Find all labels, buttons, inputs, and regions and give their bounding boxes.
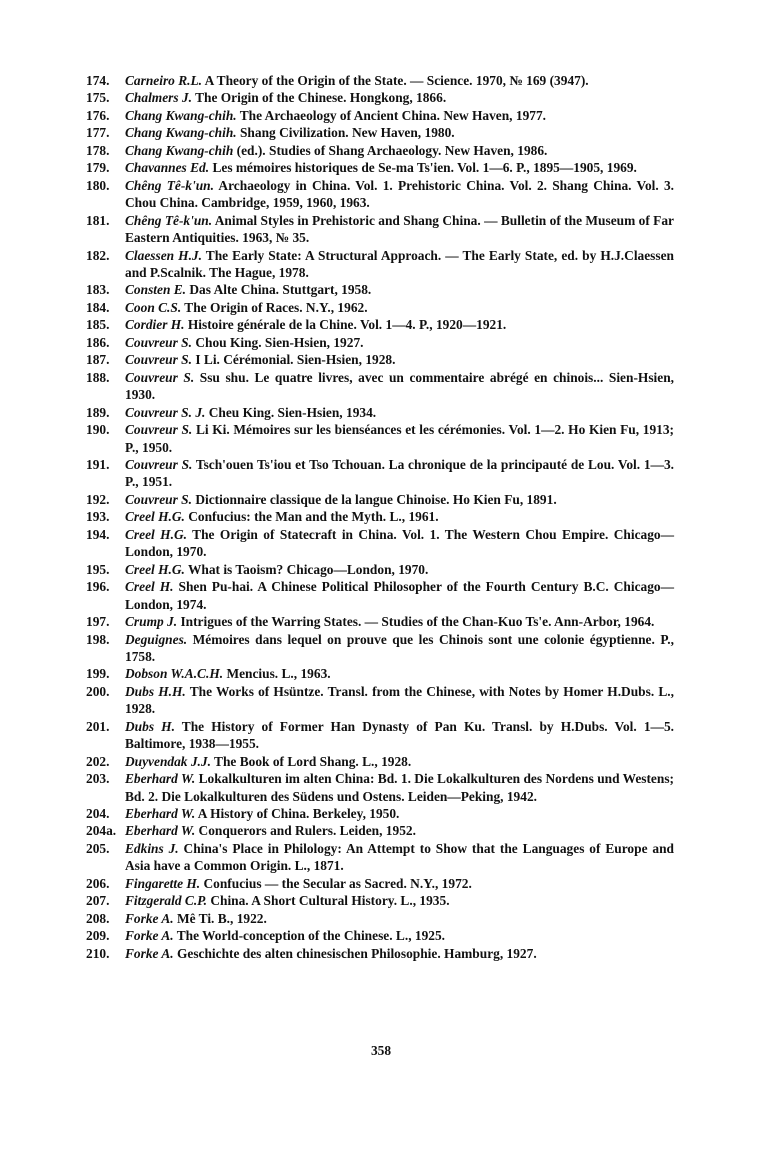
bibliography-entry xyxy=(86,718,674,753)
entry-citation xyxy=(125,805,674,822)
entry-author: Couvreur S. xyxy=(125,369,195,385)
bibliography-entry xyxy=(86,508,674,525)
entry-title: A Theory of the Origin of the State. — Science. 1970, № 169 (3947). xyxy=(202,73,589,88)
bibliography-entry xyxy=(86,631,674,666)
entry-number: 196. xyxy=(86,579,110,595)
entry-author: Duyvendak J.J. xyxy=(125,753,211,769)
bibliography-entry xyxy=(86,421,674,456)
bibliography-entry xyxy=(86,822,674,839)
entry-number: 187. xyxy=(86,352,110,368)
bibliography-entry xyxy=(86,770,674,805)
entry-citation xyxy=(125,281,674,298)
entry-number: 182. xyxy=(86,247,110,263)
entry-title: Geschichte des alten chinesischen Philosophie. Hamburg, 1927. xyxy=(173,945,537,961)
entry-number: 202. xyxy=(86,753,110,769)
entry-title: The Book of Lord Shang. L., 1928. xyxy=(210,753,412,769)
entry-title: I Li. Cérémonial. Sien-Hsien, 1928. xyxy=(191,352,396,368)
bibliography-entry xyxy=(86,369,674,404)
entry-number: 200. xyxy=(86,683,110,699)
entry-title: Mémoires dans lequel on prouve que les Chinois sont une colonie égyptienne. P., 1758. xyxy=(125,631,674,664)
entry-author: Forke A. xyxy=(125,910,174,926)
entry-number: 206. xyxy=(86,875,110,891)
entry-title: Shang Civilization. New Haven, 1980. xyxy=(236,125,455,141)
bibliography-entry xyxy=(86,72,674,89)
entry-title: Mencius. L., 1963. xyxy=(223,666,331,682)
entry-number: 207. xyxy=(86,893,110,909)
entry-citation xyxy=(125,159,674,176)
entry-author: Eberhard W. xyxy=(125,806,196,822)
entry-number: 193. xyxy=(86,509,110,525)
entry-number: 189. xyxy=(86,404,110,420)
entry-title: Mê Ti. B., 1922. xyxy=(173,910,267,926)
entry-author: Dubs H. xyxy=(125,718,175,734)
entry-author: Chavannes Ed. xyxy=(125,160,210,176)
entry-title: Archaeology in China. Vol. 1. Prehistoric China. Vol. 2. Shang China. Vol. 3. Chou China. Cambridge, 1959, 1960, 1963. xyxy=(125,177,674,211)
bibliography-list xyxy=(86,72,674,962)
bibliography-entry xyxy=(86,212,674,247)
entry-title: Histoire générale de la Chine. Vol. 1—4. P., 1920—1921. xyxy=(184,317,507,333)
bibliography-entry xyxy=(86,491,674,508)
entry-number: 178. xyxy=(86,142,110,158)
entry-title: The Early State: A Structural Approach. — The Early State, ed. by H.J.Claessen and P.Scalnik. The Hague, 1978. xyxy=(125,247,674,280)
entry-number: 201. xyxy=(86,718,110,734)
bibliography-entry xyxy=(86,316,674,333)
entry-title: Conquerors and Rulers. Leiden, 1952. xyxy=(195,823,416,839)
entry-citation xyxy=(125,718,674,753)
entry-author: Chang Kwang-chih xyxy=(125,142,234,158)
entry-citation xyxy=(125,631,674,666)
entry-author: Eberhard W. xyxy=(125,823,196,839)
entry-title: China's Place in Philology: An Attempt to Show that the Languages of Europe and Asia have a Common Origin. L., 1871. xyxy=(125,840,674,874)
bibliography-entry xyxy=(86,805,674,822)
entry-number: 204. xyxy=(86,806,110,822)
bibliography-entry xyxy=(86,177,674,212)
entry-citation xyxy=(125,124,674,141)
entry-author: Couvreur S. xyxy=(125,491,192,507)
entry-author: Forke A. xyxy=(125,928,174,944)
entry-author: Edkins J. xyxy=(125,840,179,856)
bibliography-entry xyxy=(86,840,674,875)
bibliography-entry xyxy=(86,299,674,316)
entry-author: Chang Kwang-chih. xyxy=(125,125,237,141)
entry-author: Dubs H.H. xyxy=(125,683,186,699)
bibliography-entry xyxy=(86,456,674,491)
entry-author: Creel H.G. xyxy=(125,509,185,525)
entry-title: The Origin of the Chinese. Hongkong, 1866. xyxy=(191,90,447,106)
entry-author: Creel H. xyxy=(125,579,174,595)
entry-citation xyxy=(125,107,674,124)
entry-title: Confucius: the Man and the Myth. L., 1961. xyxy=(184,509,439,525)
entry-title: The Origin of Races. N.Y., 1962. xyxy=(181,299,368,315)
bibliography-entry xyxy=(86,159,674,176)
entry-citation xyxy=(125,683,674,718)
entry-citation xyxy=(125,578,674,613)
entry-citation xyxy=(125,72,674,89)
bibliography-entry xyxy=(86,526,674,561)
entry-number: 210. xyxy=(86,945,110,961)
entry-author: Consten E. xyxy=(125,282,187,298)
entry-author: Fingarette H. xyxy=(125,875,201,891)
entry-title: The Works of Hsüntze. Transl. from the Chinese, with Notes by Homer H.Dubs. L., 1928. xyxy=(125,683,674,717)
entry-citation xyxy=(125,421,674,456)
bibliography-entry xyxy=(86,561,674,578)
bibliography-entry xyxy=(86,753,674,770)
entry-citation xyxy=(125,927,674,944)
bibliography-entry xyxy=(86,334,674,351)
entry-citation xyxy=(125,508,674,525)
entry-title: The History of Former Han Dynasty of Pan Ku. Transl. by H.Dubs. Vol. 1—5. Baltimore, 1938—1955. xyxy=(125,718,674,752)
entry-citation xyxy=(125,299,674,316)
entry-author: Couvreur S. xyxy=(125,422,193,438)
bibliography-entry xyxy=(86,892,674,909)
entry-title: China. A Short Cultural History. L., 1935. xyxy=(206,893,450,909)
entry-citation xyxy=(125,910,674,927)
bibliography-entry xyxy=(86,404,674,421)
entry-author: Chalmers J. xyxy=(125,90,192,106)
entry-title: Dictionnaire classique de la langue Chinoise. Ho Kien Fu, 1891. xyxy=(191,491,557,507)
bibliography-entry xyxy=(86,89,674,106)
entry-number: 194. xyxy=(86,526,110,542)
bibliography-entry xyxy=(86,578,674,613)
entry-title: Cheu King. Sien-Hsien, 1934. xyxy=(205,404,377,420)
entry-number: 180. xyxy=(86,177,110,193)
entry-citation xyxy=(125,334,674,351)
entry-citation xyxy=(125,753,674,770)
entry-number: 192. xyxy=(86,491,110,507)
entry-title: The World-conception of the Chinese. L., 1925. xyxy=(173,928,446,944)
bibliography-entry xyxy=(86,124,674,141)
entry-number: 177. xyxy=(86,125,110,141)
bibliography-entry xyxy=(86,910,674,927)
entry-citation xyxy=(125,822,674,839)
entry-citation xyxy=(125,351,674,368)
entry-title: Intrigues of the Warring States. — Studies of the Chan-Kuo Ts'e. Ann-Arbor, 1964. xyxy=(177,614,655,630)
entry-title: Confucius — the Secular as Sacred. N.Y., 1972. xyxy=(200,875,472,891)
entry-number: 191. xyxy=(86,456,110,472)
bibliography-entry xyxy=(86,683,674,718)
page-number: 358 xyxy=(370,1043,392,1058)
entry-citation xyxy=(125,561,674,578)
entry-number: 198. xyxy=(86,631,110,647)
entry-author: Couvreur S. xyxy=(125,456,193,472)
entry-citation xyxy=(125,177,674,212)
entry-author: Fitzgerald C.P. xyxy=(125,893,207,909)
entry-author: Couvreur S. xyxy=(125,334,192,350)
entry-author: Carneiro R.L. xyxy=(125,73,203,88)
bibliography-entry xyxy=(86,665,674,682)
bibliography-entry xyxy=(86,247,674,282)
entry-author: Forke A. xyxy=(125,945,174,961)
entry-citation xyxy=(125,316,674,333)
entry-title: The Archaeology of Ancient China. New Haven, 1977. xyxy=(236,107,546,123)
entry-title: (ed.). Studies of Shang Archaeology. New Haven, 1986. xyxy=(233,142,548,158)
entry-citation xyxy=(125,665,674,682)
entry-author: Creel H.G. xyxy=(125,526,187,542)
entry-number: 199. xyxy=(86,666,110,682)
entry-citation xyxy=(125,369,674,404)
entry-title: A History of China. Berkeley, 1950. xyxy=(195,806,400,822)
entry-author: Eberhard W. xyxy=(125,771,196,787)
entry-title: Animal Styles in Prehistoric and Shang China. — Bulletin of the Museum of Far Eastern Antiquities. 1963, № 35. xyxy=(125,212,674,246)
bibliography-entry xyxy=(86,351,674,368)
entry-title: Lokalkulturen im alten China: Bd. 1. Die Lokalkulturen des Nordens und Westens; Bd. 2. Die Lokalkulturen des Südens und Ostens. Leiden—Peking, 1942. xyxy=(125,771,674,804)
bibliography-entry xyxy=(86,945,674,962)
entry-number: 175. xyxy=(86,90,110,106)
entry-number: 197. xyxy=(86,614,110,630)
entry-number: 184. xyxy=(86,299,110,315)
entry-title: Ssu shu. Le quatre livres, avec un commentaire abrégé en chinois... Sien-Hsien, 1930. xyxy=(125,369,674,403)
entry-author: Couvreur S. J. xyxy=(125,404,206,420)
bibliography-entry xyxy=(86,927,674,944)
entry-author: Dobson W.A.C.H. xyxy=(125,666,224,682)
entry-citation xyxy=(125,875,674,892)
entry-title: Chou King. Sien-Hsien, 1927. xyxy=(191,334,364,350)
entry-author: Chêng Tê-k'un. xyxy=(125,212,213,228)
entry-author: Claessen H.J. xyxy=(125,247,202,263)
entry-citation xyxy=(125,840,674,875)
entry-author: Deguignes. xyxy=(125,631,188,647)
entry-number: 204a. xyxy=(86,823,117,839)
entry-number: 185. xyxy=(86,317,110,333)
entry-citation xyxy=(125,526,674,561)
entry-citation xyxy=(125,456,674,491)
entry-number: 209. xyxy=(86,928,110,944)
entry-number: 208. xyxy=(86,910,110,926)
entry-author: Creel H.G. xyxy=(125,561,185,577)
entry-author: Cordier H. xyxy=(125,317,185,333)
entry-title: Les mémoires historiques de Se-ma Ts'ien. Vol. 1—6. P., 1895—1905, 1969. xyxy=(209,160,637,176)
entry-number: 203. xyxy=(86,771,110,787)
entry-title: The Origin of Statecraft in China. Vol. 1. The Western Chou Empire. Chicago—London, 1970. xyxy=(125,526,674,560)
entry-title: Tsch'ouen Ts'iou et Tso Tchouan. La chronique de la principauté de Lou. Vol. 1—3. P., 1951. xyxy=(125,456,674,490)
bibliography-entry xyxy=(86,613,674,630)
entry-author: Couvreur S. xyxy=(125,352,192,368)
entry-author: Chang Kwang-chih. xyxy=(125,107,237,123)
bibliography-entry xyxy=(86,142,674,159)
entry-author: Crump J. xyxy=(125,614,178,630)
entry-number: 181. xyxy=(86,212,110,228)
entry-citation xyxy=(125,404,674,421)
entry-number: 195. xyxy=(86,561,110,577)
entry-title: Li Ki. Mémoires sur les bienséances et les cérémonies. Vol. 1—2. Ho Kien Fu, 1913; P., 1950. xyxy=(125,422,675,455)
entry-number: 190. xyxy=(86,422,110,438)
entry-title: Das Alte China. Stuttgart, 1958. xyxy=(186,282,372,298)
entry-number: 205. xyxy=(86,840,110,856)
entry-title: Shen Pu-hai. A Chinese Political Philosopher of the Fourth Century B.C. Chicago—London, 1974. xyxy=(125,579,674,612)
entry-citation xyxy=(125,613,674,630)
entry-citation xyxy=(125,892,674,909)
entry-citation xyxy=(125,142,674,159)
entry-number: 183. xyxy=(86,282,110,298)
bibliography-entry xyxy=(86,281,674,298)
entry-author: Chêng Tê-k'un. xyxy=(125,177,214,193)
entry-citation xyxy=(125,770,674,805)
entry-number: 186. xyxy=(86,334,110,350)
bibliography-entry xyxy=(86,875,674,892)
entry-number: 179. xyxy=(86,160,110,176)
entry-citation xyxy=(125,491,674,508)
entry-citation xyxy=(125,212,674,247)
bibliography-entry xyxy=(86,107,674,124)
entry-number: 176. xyxy=(86,107,110,123)
entry-author: Coon C.S. xyxy=(125,299,182,315)
entry-citation xyxy=(125,89,674,106)
entry-citation xyxy=(125,247,674,282)
entry-number: 188. xyxy=(86,369,110,385)
entry-citation xyxy=(125,945,674,962)
entry-number: 174. xyxy=(86,73,110,88)
entry-title: What is Taoism? Chicago—London, 1970. xyxy=(184,561,429,577)
